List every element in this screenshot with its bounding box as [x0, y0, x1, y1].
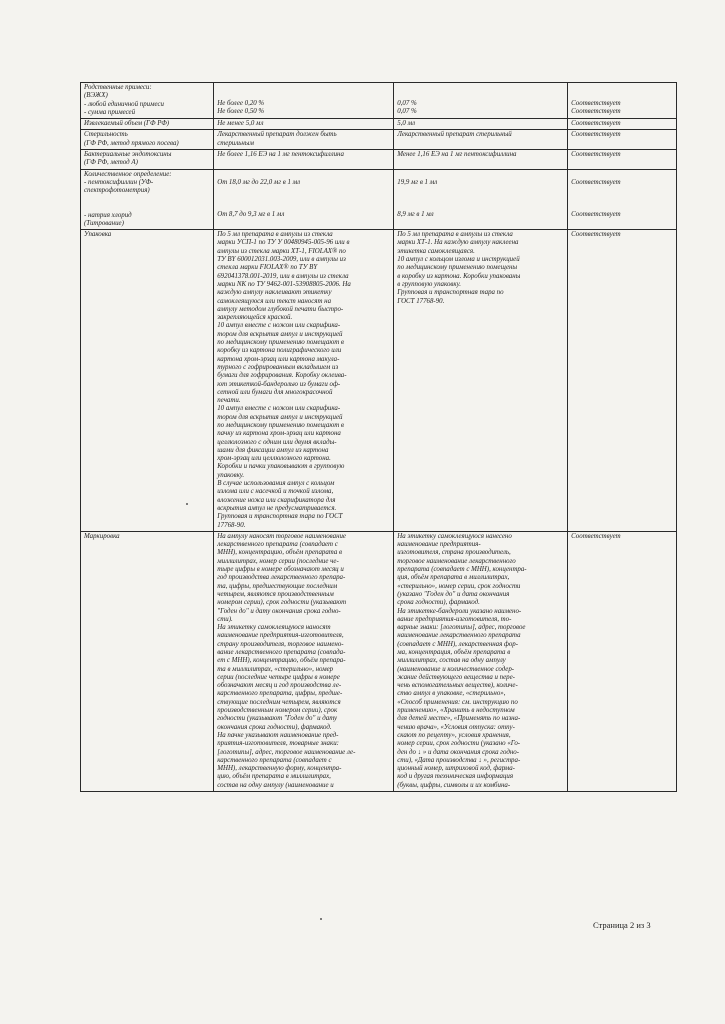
- cell-text-line: вложение ножа или скарификатора для: [217, 496, 336, 504]
- cell-text-line: марки УСП-1 по ТУ У 00480945-005-96 или в: [217, 239, 350, 247]
- cell-text-line: Маркировка: [84, 532, 120, 540]
- blank-line: [217, 195, 390, 203]
- cell-text-line: (наименование и количественное содер-: [397, 665, 515, 673]
- test-name-cell: [81, 83, 214, 119]
- cell-text-line: Групповая и транспортная тара по: [397, 289, 504, 297]
- cell-text-line: Соответствует: [571, 532, 621, 540]
- blank-line: [217, 219, 390, 227]
- cell-text-line: Соответствует: [571, 120, 621, 128]
- cell-text-line: миллилитрах, состав на одну ампулу: [397, 657, 506, 665]
- cell-text-line: 8,9 мг в 1 мл: [397, 210, 434, 218]
- cell-text-line: 5,0 мл: [397, 120, 415, 128]
- blank-line: [217, 187, 390, 195]
- cell-text-line: та в миллилитрах, «стерильно», номер: [217, 665, 334, 673]
- cell-text-line: цию, объём препарата в миллилитрах,: [217, 773, 331, 781]
- cell-text-line: МНН), лекарственную форму, концентра-: [217, 765, 342, 773]
- cell-text-line: печати.: [217, 397, 241, 405]
- cell-text-line: На этикетку самоклеящуюся нанесено: [397, 532, 512, 540]
- cell-text-line: 10 ампул вместе с ножом или скарифика-: [217, 322, 341, 330]
- cell-text-line: стерильным: [217, 139, 254, 147]
- requirement-cell: [214, 83, 394, 119]
- blank-line: [571, 219, 673, 227]
- cell-text-line: марки NK по ТУ 9462-001-53908805-2006. На: [217, 280, 351, 288]
- requirement-cell: [214, 119, 394, 130]
- cell-text-line: код и другая технническая информация: [397, 773, 514, 781]
- cell-text-line: целлюлозного с одним или двумя вклады-: [217, 438, 337, 446]
- cell-text-line: Лекарственный препарат должен быть: [217, 131, 337, 139]
- cell-text-line: По 5 мл препарата в ампулы из стекла: [397, 231, 513, 239]
- cell-text-line: Не более 1,16 ЕЭ на 1 мг пентоксифиллина: [217, 151, 344, 159]
- cell-text-line: От 8,7 до 9,3 мг в 1 мл: [217, 210, 285, 218]
- cell-text-line: ствующие последним четырем, являются: [217, 698, 341, 706]
- result-cell: [394, 169, 568, 229]
- cell-text-line: - сумма примесей: [84, 108, 136, 116]
- cell-text-line: Родственные примеси:: [84, 84, 152, 91]
- cell-text-line: в коробку из картона. Коробки упакованы: [397, 272, 521, 280]
- cell-text-line: миллилитрах, номер серии (последние че-: [217, 557, 339, 565]
- cell-text-line: сти), «Дата производства ↓ », регистра-: [397, 756, 521, 764]
- requirement-cell: [214, 169, 394, 229]
- cell-text-line: спектрофотометрия): [84, 187, 150, 195]
- cell-text-line: (буквы, цифры, символы и их комбина-: [397, 781, 511, 789]
- blank-line: [397, 187, 564, 195]
- cell-text-line: Соответствует: [571, 210, 621, 218]
- cell-text-line: сетной или бумаги для многокрасочной: [217, 388, 333, 396]
- cell-text-line: стекла марки FIOLAX® по ТУ BY: [217, 264, 318, 272]
- blank-line: [571, 171, 673, 179]
- cell-text-line: тором для вскрытия ампул и инструкцией: [217, 413, 343, 421]
- cell-text-line: (совпадает с МНН), лекарственная фор-: [397, 640, 519, 648]
- cell-text-line: ет с МНН), концентрацию, объём препара-: [217, 657, 346, 665]
- table-row: [81, 230, 677, 532]
- cell-text-line: Извлекаемый объем (ГФ РФ): [84, 120, 170, 128]
- cell-text-line: ма, концентрация, объём препарата в: [397, 649, 511, 656]
- cell-text-line: сти).: [217, 615, 233, 623]
- cell-text-line: На этикетку самоклеящуюся наносят: [217, 624, 331, 632]
- cell-text-line: вание лекарственного препарата (совпада-: [217, 649, 346, 656]
- cell-text-line: ден до ↓ » и дата окончания срока годно-: [397, 748, 519, 756]
- cell-text-line: приятия-изготовителя, товарные знаки:: [217, 740, 339, 748]
- cell-text-line: наименование предприятия-: [397, 541, 481, 549]
- cell-text-line: (ГФ РФ, метод прямого посева): [84, 139, 179, 147]
- cell-text-line: по медицинскому применению помещают в: [217, 339, 344, 347]
- cell-text-line: изготовителя, страна производитель,: [397, 549, 511, 557]
- requirement-cell: [214, 531, 394, 791]
- requirement-cell: [214, 130, 394, 150]
- cell-text-line: производственным номером серии), срок: [217, 707, 338, 715]
- cell-text-line: 10 ампул вместе с ножом или скарифика-: [217, 405, 341, 413]
- blank-line: [397, 171, 564, 179]
- cell-text-line: срока годности), фармакод.: [397, 599, 480, 607]
- cell-text-line: Соответствует: [571, 108, 621, 116]
- blank-line: [217, 171, 390, 179]
- cell-text-line: Упаковка: [84, 231, 112, 239]
- page-number: Страница 2 из 3: [593, 920, 651, 930]
- cell-text-line: МНН), концентрацию, объём препарата в: [217, 549, 342, 557]
- cell-text-line: Лекарственный препарат стерильный: [397, 131, 512, 139]
- blank-line: [397, 92, 564, 100]
- cell-text-line: страну производителя, торговое наимено-: [217, 640, 344, 648]
- result-cell: [394, 150, 568, 170]
- cell-text-line: ТУ BY 600012031.003-2009, или в ампулы из: [217, 256, 346, 264]
- cell-text-line: Соответствует: [571, 231, 621, 239]
- cell-text-line: торговое наименование лекарственного: [397, 557, 516, 565]
- cell-text-line: ционный номер, штриховой код, фарма-: [397, 765, 515, 773]
- blank-line: [397, 195, 564, 203]
- cell-text-line: пачку из картона хром-эрзац или картона: [217, 430, 341, 438]
- blank-line: [571, 92, 673, 100]
- table-row: [81, 150, 677, 170]
- cell-text-line: 10 ампул с кольцом излома и инструкцией: [397, 256, 520, 264]
- cell-text-line: 0,07 %: [397, 100, 417, 107]
- cell-text-line: - натрия хлорид: [84, 211, 132, 219]
- cell-text-line: варные знаки: [логотипы], адрес, торговое: [397, 624, 526, 632]
- cell-text-line: по медицинскому применению помещены: [397, 264, 518, 272]
- cell-text-line: Соответствует: [571, 178, 621, 186]
- cell-text-line: карственного препарата, цифры, предше-: [217, 690, 343, 698]
- conclusion-cell: [568, 531, 677, 791]
- cell-text-line: наименование лекарственного препарата: [397, 632, 521, 640]
- cell-text-line: [логотипы], адрес, торговое наименование ле-: [217, 748, 356, 756]
- cell-text-line: Количественное определение:: [84, 170, 172, 178]
- result-cell: [394, 230, 568, 532]
- test-name-cell: [81, 531, 214, 791]
- blank-line: [217, 92, 390, 100]
- cell-text-line: год производства лекарственного препара-: [217, 574, 346, 582]
- cell-text-line: излома или с насечкой и точкой излома,: [217, 488, 334, 496]
- cell-text-line: чению врача», «Условия отпуска: отпу-: [397, 723, 515, 731]
- blank-line: [217, 203, 390, 211]
- blank-line: [397, 84, 564, 92]
- cell-text-line: тором для вскрытия ампул и инструкцией: [217, 330, 343, 338]
- blank-line: [84, 204, 210, 212]
- requirement-cell: [214, 150, 394, 170]
- blank-line: [571, 84, 673, 92]
- blank-line: [84, 196, 210, 204]
- cell-text-line: Бактериальные эндотоксины: [84, 151, 172, 159]
- cell-text-line: ампулу методом глубокой печати быстро-: [217, 305, 344, 313]
- cell-text-line: Не более 0,20 %: [217, 100, 265, 107]
- cell-text-line: Соответствует: [571, 131, 621, 139]
- cell-text-line: Не менее 5,0 мл: [217, 120, 264, 128]
- blank-line: [571, 187, 673, 195]
- cell-text-line: ют этикеткой-бандеролью из бумаги оф-: [217, 380, 341, 388]
- cell-text-line: ампулы из стекла марки ХТ-1, FIOLAX® по: [217, 247, 346, 255]
- test-name-cell: [81, 230, 214, 532]
- scan-speck: [320, 918, 322, 920]
- cell-text-line: по медицинскому применению помещают в: [217, 421, 344, 429]
- result-cell: [394, 83, 568, 119]
- cell-text-line: каждую ампулу наклеивают этикетку: [217, 289, 332, 297]
- cell-text-line: На этикетке-бандероли указано наимено-: [397, 607, 522, 615]
- cell-text-line: На пачке указывают наименование пред-: [217, 731, 339, 739]
- cell-text-line: номером серии), срок годности (указывают: [217, 599, 347, 607]
- cell-text-line: Стерильность: [84, 131, 128, 139]
- cell-text-line: От 18,0 мг до 22,0 мг в 1 мл: [217, 178, 301, 186]
- conclusion-cell: [568, 150, 677, 170]
- cell-text-line: шами для фиксации ампул из картона: [217, 446, 329, 454]
- cell-text-line: По 5 мл препарата в ампулы из стекла: [217, 231, 333, 239]
- cell-text-line: ция, объём препарата в миллилитрах,: [397, 574, 510, 582]
- cell-text-line: хром-эрзац или целлюлозного картона.: [217, 455, 331, 463]
- table-row: [81, 169, 677, 229]
- specification-table: [80, 82, 677, 792]
- cell-text-line: серии (последние четыре цифры в номере: [217, 673, 340, 681]
- result-cell: [394, 119, 568, 130]
- cell-text-line: (ГФ РФ, метод А): [84, 159, 138, 167]
- table-row: [81, 119, 677, 130]
- cell-text-line: Не более 0,50 %: [217, 108, 265, 116]
- cell-text-line: (Титрование): [84, 219, 124, 227]
- cell-text-line: номер серии, срок годности (указано «Го-: [397, 740, 521, 748]
- cell-text-line: тыре цифры в номере обозначают месяц и: [217, 566, 344, 574]
- blank-line: [571, 203, 673, 211]
- cell-text-line: картона хром-эрзац или картона макула-: [217, 355, 340, 363]
- cell-text-line: марки ХТ-1. На каждую ампулу наклеена: [397, 239, 519, 247]
- cell-text-line: Коробки и пачки упаковывают в групповую: [217, 463, 345, 471]
- conclusion-cell: [568, 230, 677, 532]
- test-name-cell: [81, 119, 214, 130]
- cell-text-line: В случае использования ампул с кольцом: [217, 480, 335, 488]
- cell-text-line: «стерильно», номер серии, срок годности: [397, 582, 521, 590]
- result-cell: [394, 531, 568, 791]
- cell-text-line: бумаги для гофрирования. Коробку оклеива-: [217, 372, 347, 380]
- cell-text-line: 0,07 %: [397, 108, 417, 116]
- table-row: [81, 83, 677, 119]
- cell-text-line: в групповую упаковку.: [397, 280, 461, 288]
- cell-text-line: та, цифры, предшествующие последним: [217, 582, 338, 590]
- requirement-cell: [214, 230, 394, 532]
- scan-speck: [186, 503, 188, 505]
- cell-text-line: применению», «Хранить в недоступном: [397, 707, 515, 715]
- cell-text-line: вскрытия ампул не предусматривается.: [217, 504, 337, 512]
- cell-text-line: самоклеящуюся или текст наносят на: [217, 297, 332, 305]
- cell-text-line: "Годен до" и дату окончания срока годно-: [217, 607, 341, 615]
- cell-text-line: лекарственного препарата (совпадает с: [217, 541, 338, 549]
- conclusion-cell: [568, 119, 677, 130]
- table-row: [81, 130, 677, 150]
- cell-text-line: 19,9 мг в 1 мл: [397, 178, 438, 186]
- conclusion-cell: [568, 83, 677, 119]
- cell-text-line: состав на одну ампулу (наименование и: [217, 781, 334, 789]
- cell-text-line: этикетка самоклеящаяся.: [397, 247, 475, 255]
- cell-text-line: 692041378.001-2019, или в ампулы из стекла: [217, 272, 349, 280]
- cell-text-line: жание действующего вещества и пере-: [397, 673, 515, 681]
- blank-line: [217, 84, 390, 92]
- conclusion-cell: [568, 130, 677, 150]
- cell-text-line: (указано "Годен до" и дата окончания: [397, 590, 510, 598]
- cell-text-line: турного с гофрированным вкладышем из: [217, 363, 339, 371]
- cell-text-line: коробку из картона полиграфического или: [217, 347, 342, 355]
- cell-text-line: четырем, являются производственным: [217, 590, 334, 598]
- cell-text-line: Групповая и транспортная тара по ГОСТ: [217, 513, 343, 521]
- test-name-cell: [81, 150, 214, 170]
- blank-line: [571, 195, 673, 203]
- cell-text-line: для детей месте», «Применять по назна-: [397, 715, 521, 723]
- cell-text-line: препарата (совпадает с МНН), концентра-: [397, 566, 527, 574]
- cell-text-line: - любой единичной примеси: [84, 100, 164, 108]
- cell-text-line: карственного препарата (совпадает с: [217, 756, 332, 764]
- cell-text-line: Соответствует: [571, 100, 621, 107]
- cell-text-line: вание предприятия-изготовителя, то-: [397, 615, 512, 623]
- cell-text-line: окончания срока годности), фармакод.: [217, 723, 332, 731]
- cell-text-line: годности (указывают "Годен до" и дату: [217, 715, 338, 723]
- cell-text-line: ство ампул в упаковке, «стерильно»,: [397, 690, 506, 698]
- test-name-cell: [81, 169, 214, 229]
- cell-text-line: упаковку.: [217, 471, 245, 479]
- cell-text-line: Соответствует: [571, 151, 621, 159]
- cell-text-line: 17768-90.: [217, 521, 246, 529]
- cell-text-line: (ВЭЖХ): [84, 92, 108, 100]
- cell-text-line: скают по рецепту», условия хранения,: [397, 731, 511, 739]
- result-cell: [394, 130, 568, 150]
- cell-text-line: Менее 1,16 ЕЭ на 1 мг пентоксифиллина: [397, 151, 517, 159]
- cell-text-line: чень вспомогательных веществ), количе-: [397, 682, 518, 690]
- test-name-cell: [81, 130, 214, 150]
- cell-text-line: обозначают месяц и год производства ле-: [217, 682, 342, 690]
- cell-text-line: ГОСТ 17768-90.: [397, 297, 445, 305]
- blank-line: [397, 219, 564, 227]
- cell-text-line: наименование предприятия-изготовителя,: [217, 632, 344, 640]
- conclusion-cell: [568, 169, 677, 229]
- cell-text-line: - пентоксифиллин (УФ-: [84, 178, 154, 186]
- blank-line: [397, 203, 564, 211]
- table-row: [81, 531, 677, 791]
- cell-text-line: закрепляющейся краской.: [217, 314, 293, 322]
- cell-text-line: «Способ применения: см. инструкцию по: [397, 698, 518, 706]
- cell-text-line: На ампулу наносят торговое наименование: [217, 532, 346, 540]
